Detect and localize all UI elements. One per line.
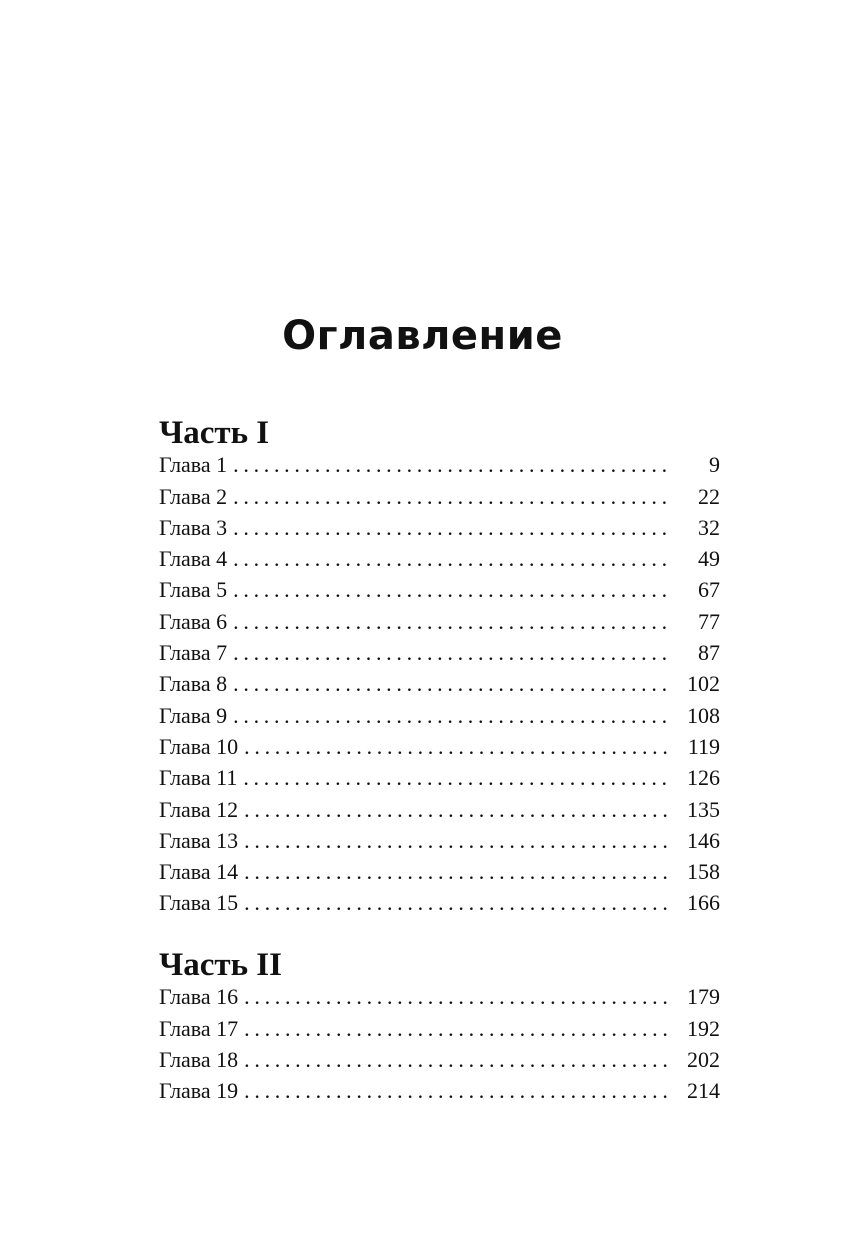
dot-leader [244, 1044, 670, 1075]
dot-leader [244, 731, 670, 762]
toc-entry-chapter-7[interactable] [159, 637, 720, 668]
toc-entry-chapter-3[interactable] [159, 512, 720, 543]
dot-leader [233, 700, 670, 731]
toc-entry-chapter-11[interactable] [159, 762, 720, 793]
page-title: Оглавление [282, 313, 563, 359]
page-number: 126 [687, 765, 720, 791]
toc-entry-chapter-8[interactable] [159, 668, 720, 699]
chapter-label: Глава 17 [159, 1015, 239, 1041]
chapter-label: Глава 12 [159, 796, 239, 822]
dot-leader [244, 1013, 670, 1044]
chapter-label: Глава 5 [159, 577, 228, 603]
dot-leader [244, 887, 670, 918]
chapter-label: Глава 14 [159, 859, 239, 885]
page-number: 9 [709, 452, 720, 478]
page-number: 77 [698, 608, 720, 634]
page-number: 87 [698, 640, 720, 666]
toc-entry-chapter-15[interactable] [159, 887, 720, 918]
dot-leader [233, 574, 670, 605]
page-number: 102 [687, 671, 720, 697]
page-number: 108 [687, 702, 720, 728]
chapter-label: Глава 6 [159, 608, 228, 634]
chapter-list [159, 449, 720, 918]
part-heading: Часть II [159, 947, 282, 984]
chapter-label: Глава 7 [159, 640, 228, 666]
dot-leader [233, 543, 670, 574]
dot-leader [244, 825, 670, 856]
chapter-label: Глава 9 [159, 702, 228, 728]
page-number: 202 [687, 1046, 720, 1072]
toc-entry-chapter-5[interactable] [159, 574, 720, 605]
table-of-contents [159, 415, 720, 1107]
toc-entry-chapter-2[interactable] [159, 481, 720, 512]
part-1 [159, 415, 720, 919]
chapter-label: Глава 4 [159, 546, 228, 572]
part-2 [159, 947, 720, 1106]
page-number: 119 [687, 733, 720, 759]
dot-leader [233, 481, 670, 512]
page-number: 214 [687, 1078, 720, 1104]
toc-entry-chapter-14[interactable] [159, 856, 720, 887]
dot-leader [244, 856, 670, 887]
dot-leader [233, 606, 670, 637]
page-number: 146 [687, 827, 720, 853]
toc-entry-chapter-12[interactable] [159, 794, 720, 825]
dot-leader [233, 637, 670, 668]
chapter-label: Глава 16 [159, 984, 239, 1010]
page-number: 49 [698, 546, 720, 572]
toc-entry-chapter-4[interactable] [159, 543, 720, 574]
chapter-label: Глава 2 [159, 483, 228, 509]
page-number: 179 [687, 984, 720, 1010]
page-number: 22 [698, 483, 720, 509]
toc-entry-chapter-10[interactable] [159, 731, 720, 762]
chapter-label: Глава 15 [159, 890, 239, 916]
chapter-label: Глава 1 [159, 452, 228, 478]
page-number: 192 [687, 1015, 720, 1041]
page-number: 67 [698, 577, 720, 603]
toc-entry-chapter-1[interactable] [159, 449, 720, 480]
part-heading: Часть I [159, 415, 270, 451]
chapter-label: Глава 8 [159, 671, 228, 697]
chapter-label: Глава 13 [159, 827, 239, 853]
dot-leader [244, 794, 670, 825]
toc-entry-chapter-16[interactable] [159, 981, 720, 1012]
chapter-list [159, 981, 720, 1106]
page-number: 32 [698, 514, 720, 540]
dot-leader [244, 981, 670, 1012]
toc-entry-chapter-6[interactable] [159, 606, 720, 637]
dot-leader [244, 1075, 670, 1106]
toc-entry-chapter-13[interactable] [159, 825, 720, 856]
dot-leader [233, 449, 670, 480]
dot-leader [243, 762, 670, 793]
part-separator [159, 919, 720, 950]
page-number: 135 [687, 796, 720, 822]
chapter-label: Глава 18 [159, 1046, 239, 1072]
dot-leader [233, 512, 670, 543]
chapter-label: Глава 11 [159, 765, 238, 791]
toc-entry-chapter-19[interactable] [159, 1075, 720, 1106]
dot-leader [233, 668, 670, 699]
chapter-label: Глава 19 [159, 1078, 239, 1104]
chapter-label: Глава 10 [159, 733, 239, 759]
toc-entry-chapter-9[interactable] [159, 700, 720, 731]
toc-entry-chapter-17[interactable] [159, 1013, 720, 1044]
page-number: 158 [687, 859, 720, 885]
page-number: 166 [687, 890, 720, 916]
chapter-label: Глава 3 [159, 514, 228, 540]
toc-entry-chapter-18[interactable] [159, 1044, 720, 1075]
